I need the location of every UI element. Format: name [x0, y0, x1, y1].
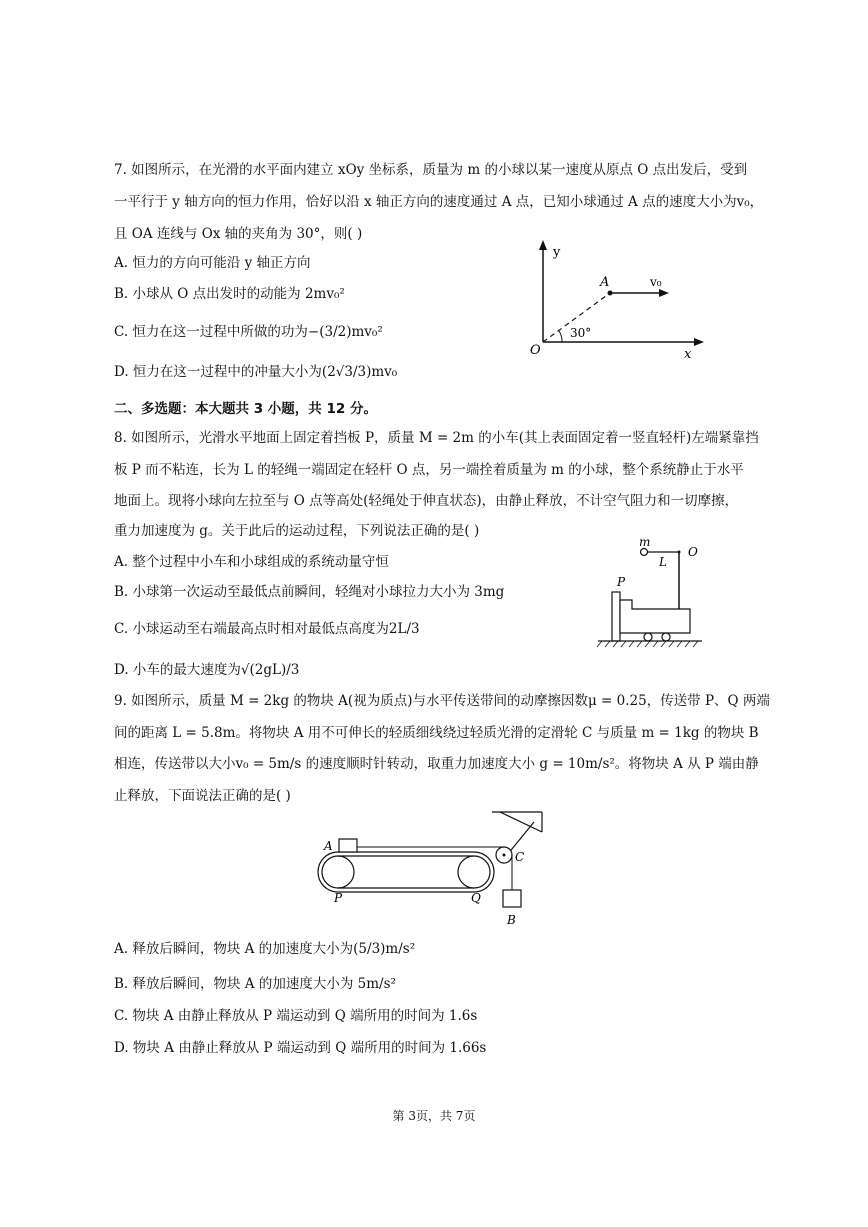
q7-line-1: 7. 如图所示，在光滑的水平面内建立 xOy 坐标系，质量为 m 的小球以某一速度从原点 O 点出发后，受到 [114, 162, 748, 178]
q9-fig-A-label: A [324, 839, 333, 853]
q8-figure [592, 536, 722, 654]
q9-line-2: 间的距离 L = 5.8m。将物块 A 用不可伸长的轻质细线绕过轻质光滑的定滑轮 C 与质量 m = 1kg 的物块 B [114, 725, 759, 741]
q9-option-b: B. 释放后瞬间，物块 A 的加速度大小为 5m/s² [114, 976, 396, 992]
q7-fig-y-label: y [553, 245, 561, 260]
q9-option-d: D. 物块 A 由静止释放从 P 端运动到 Q 端所用的时间为 1.66s [114, 1040, 487, 1056]
q8-option-c: C. 小球运动至右端最高点时相对最低点高度为2L/3 [114, 621, 420, 637]
q7-option-d: D. 恒力在这一过程中的冲量大小为(2√3/3)mv₀ [114, 364, 398, 380]
q9-fig-C-label: C [515, 850, 525, 864]
q8-line-2: 板 P 而不粘连，长为 L 的轻绳一端固定在轻杆 O 点，另一端拴着质量为 m 的小球，整个系统静止于水平 [114, 462, 744, 478]
q8-option-a: A. 整个过程中小车和小球组成的系统动量守恒 [114, 554, 389, 570]
q8-line-1: 8. 如图所示，光滑水平地面上固定着挡板 P，质量 M = 2m 的小车(其上表面固定着一竖直轻杆)左端紧靠挡 [114, 430, 759, 446]
page-footer: 第 3页，共 7页 [392, 1109, 476, 1123]
q7-option-b: B. 小球从 O 点出发时的动能为 2mv₀² [114, 286, 345, 302]
q9-fig-B-label: B [507, 913, 516, 927]
q8-option-d: D. 小车的最大速度为√(2gL)/3 [114, 662, 300, 678]
q9-option-a: A. 释放后瞬间，物块 A 的加速度大小为(5/3)m/s² [114, 941, 416, 957]
q7-fig-angle-label: 30° [570, 326, 592, 340]
q8-fig-L-label: L [659, 555, 667, 569]
q7-fig-point-a-label: A [600, 275, 610, 290]
q8-line-4: 重力加速度为 g。关于此后的运动过程，下列说法正确的是( ) [114, 523, 480, 539]
q9-figure [316, 808, 546, 930]
section-heading: 二、多选题：本大题共 3 小题，共 12 分。 [114, 401, 377, 417]
q8-fig-O-label: O [688, 545, 698, 559]
q8-fig-P-label: P [617, 575, 626, 589]
q7-fig-origin-label: O [530, 343, 541, 358]
q8-line-3: 地面上。现将小球向左拉至与 O 点等高处(轻绳处于伸直状态)，由静止释放，不计空气阻力和一切摩擦， [114, 493, 739, 509]
q9-fig-Q-label: Q [471, 891, 481, 905]
q7-fig-x-label: x [684, 347, 692, 362]
q9-line-4: 止释放，下面说法正确的是( ) [114, 788, 291, 804]
q8-fig-m-label: m [639, 536, 651, 549]
q7-line-2: 一平行于 y 轴方向的恒力作用，恰好以沿 x 轴正方向的速度通过 A 点，已知小球通过 A 点的速度大小为v₀， [114, 194, 764, 210]
q7-option-a: A. 恒力的方向可能沿 y 轴正方向 [114, 255, 311, 271]
q9-fig-P-label: P [334, 891, 343, 905]
q9-option-c: C. 物块 A 由静止释放从 P 端运动到 Q 端所用的时间为 1.6s [114, 1008, 478, 1024]
q9-line-3: 相连，传送带以大小v₀ = 5m/s 的速度顺时针转动，取重力加速度大小 g = 10m/s²。将物块 A 从 P 端由静 [114, 756, 759, 772]
q7-line-3: 且 OA 连线与 Ox 轴的夹角为 30°，则( ) [114, 226, 363, 242]
q8-option-b: B. 小球第一次运动至最低点前瞬间，轻绳对小球拉力大小为 3mg [114, 584, 505, 600]
q7-fig-v0-label: v₀ [650, 275, 662, 289]
q7-figure [526, 236, 716, 366]
q9-line-1: 9. 如图所示，质量 M = 2kg 的物块 A(视为质点)与水平传送带间的动摩擦因数μ = 0.25，传送带 P、Q 两端 [114, 693, 770, 709]
q7-option-c: C. 恒力在这一过程中所做的功为−(3/2)mv₀² [114, 324, 383, 340]
